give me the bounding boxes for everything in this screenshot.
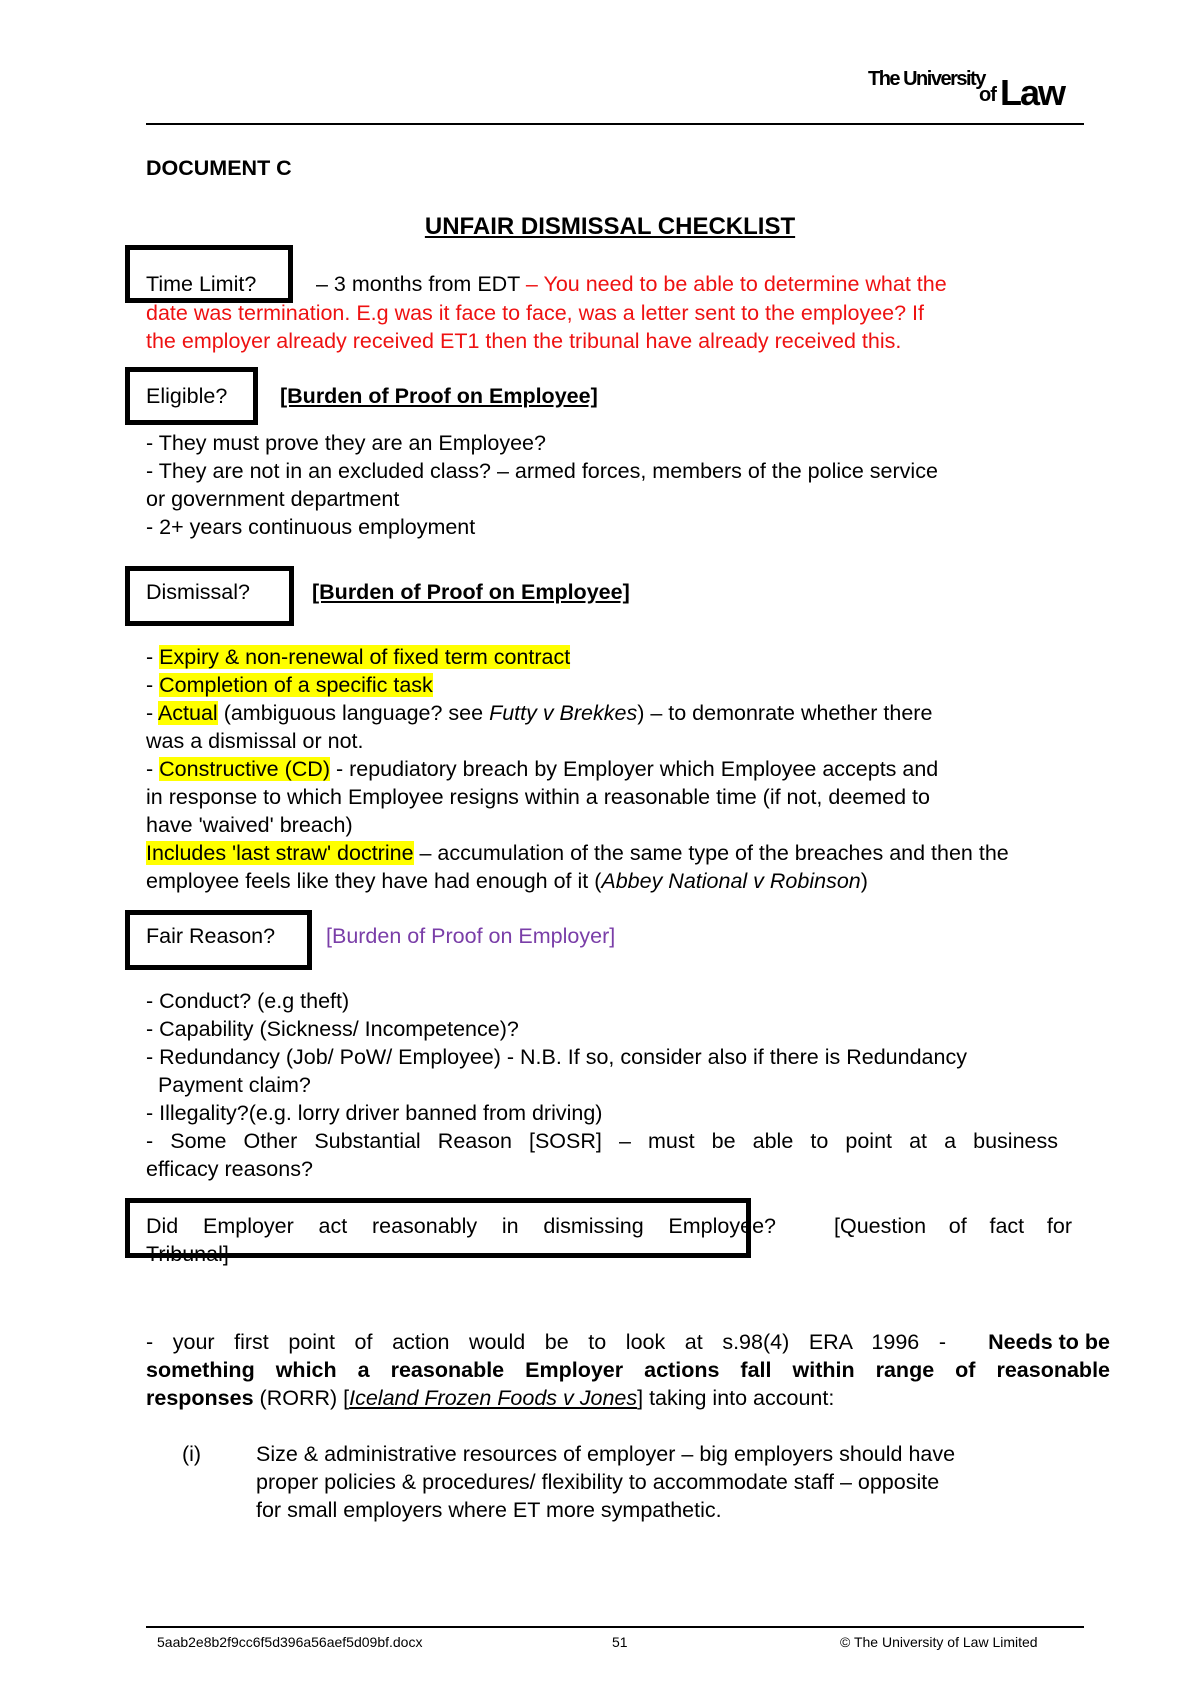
time-limit-period: – 3 months from EDT: [316, 272, 520, 296]
reasonable-paragraph-line-3: [146, 1384, 834, 1412]
time-limit-note-line-2: date was termination. E.g was it face to face, was a letter sent to the employee? If: [146, 301, 924, 325]
dismissal-expiry: - Expiry & non-renewal of fixed term contract: [146, 645, 571, 669]
fair-reason-item-2: - Capability (Sickness/ Incompetence)?: [146, 1017, 519, 1041]
reasonable-paragraph-line-1: [146, 1328, 1110, 1356]
eligible-item-2: - They are not in an excluded class? – armed forces, members of the police service: [146, 459, 938, 483]
time-limit-note-line-1: You need to be able to determine what the: [543, 272, 947, 296]
header-rule: [146, 123, 1084, 125]
dismissal-constructive: - Constructive (CD) - repudiatory breach by Employer which Employee accepts and: [146, 757, 939, 781]
dismissal-last-straw-term: Includes 'last straw' doctrine: [146, 841, 414, 865]
dismissal-last-straw-rest: – accumulation of the same type of the breaches and then the: [413, 841, 1009, 865]
eligible-label: Eligible?: [146, 384, 228, 408]
reasonable-p3-case: Iceland Frozen Foods v Jones: [349, 1386, 638, 1410]
eligible-item-3: or government department: [146, 487, 400, 511]
dismissal-constructive-line-2: in response to which Employee resigns within a reasonable time (if not, deemed to: [146, 785, 930, 809]
dismissal-last-straw-case: Abbey National v Robinson: [601, 869, 861, 893]
dismissal-actual: - Actual (ambiguous language? see Futty v Brekkes) – to demonrate whether there: [146, 701, 933, 725]
reasonable-question: [Question of fact for: [834, 1214, 1072, 1238]
footer-page-number: 51: [612, 1634, 628, 1650]
dismissal-completion-text: Completion of a specific task: [159, 673, 433, 697]
fair-reason-item-1: - Conduct? (e.g theft): [146, 989, 350, 1013]
footer-copyright: © The University of Law Limited: [840, 1634, 1038, 1650]
reasonable-box-label: Did Employer act reasonably in dismissing Employee?: [146, 1214, 776, 1238]
dismissal-actual-rest: (ambiguous language? see: [217, 701, 490, 725]
dismissal-actual-case: Futty v Brekkes: [489, 701, 638, 725]
reasonable-p3-text: (RORR) [: [253, 1386, 350, 1410]
reasonable-p1-text: - your first point of action would be to look at s.98(4) ERA 1996 -: [146, 1330, 946, 1354]
dismissal-completion: - Completion of a specific task: [146, 673, 433, 697]
fair-reason-label: Fair Reason?: [146, 924, 276, 948]
logo-text-of: of: [979, 84, 996, 106]
footer-rule: [146, 1626, 1084, 1628]
page-title: UNFAIR DISMISSAL CHECKLIST: [424, 213, 796, 240]
reasonable-paragraph-line-2: something which a reasonable Employer actions fall within range of reasonable: [146, 1358, 1110, 1382]
fair-reason-item-6: - Some Other Substantial Reason [SOSR] – must be able to point at a business: [146, 1129, 1058, 1153]
university-logo: [868, 68, 1078, 113]
dismissal-actual-end: ) – to demonrate whether there: [637, 701, 933, 725]
time-limit-label: Time Limit?: [146, 272, 257, 296]
list-item-line-1: Size & administrative resources of employer – big employers should have: [256, 1442, 956, 1466]
time-limit-note-line-3: the employer already received ET1 then the tribunal have already received this.: [146, 329, 902, 353]
fair-reason-item-3: - Redundancy (Job/ PoW/ Employee) - N.B. If so, consider also if there is Redundancy: [146, 1045, 967, 1069]
dismissal-last-straw: [146, 839, 1009, 867]
fair-reason-item-7: efficacy reasons?: [146, 1157, 313, 1181]
fair-reason-burden: [Burden of Proof on Employer]: [326, 924, 616, 948]
fair-reason-item-4: Payment claim?: [146, 1073, 311, 1097]
fair-reason-item-5: - Illegality?(e.g. lorry driver banned from driving): [146, 1101, 603, 1125]
time-limit-text: [316, 270, 947, 298]
dismissal-constructive-line-3: have 'waived' breach): [146, 813, 353, 837]
list-item-line-3: for small employers where ET more sympathetic.: [256, 1498, 722, 1522]
reasonable-p1-bold: Needs to be: [988, 1330, 1110, 1354]
reasonable-p3-end: ] taking into account:: [637, 1386, 835, 1410]
eligible-item-4: - 2+ years continuous employment: [146, 515, 476, 539]
dismissal-burden: [Burden of Proof on Employee]: [312, 580, 630, 604]
list-number-i: (i): [182, 1442, 202, 1466]
dismissal-last-straw-line-2-text: employee feels like they have had enough of it (: [146, 869, 602, 893]
dismissal-actual-term: Actual: [157, 701, 218, 725]
footer-filename: 5aab2e8b2f9cc6f5d396a56aef5d09bf.docx: [157, 1634, 423, 1650]
list-item-line-2: proper policies & procedures/ flexibility to accommodate staff – opposite: [256, 1470, 940, 1494]
eligible-burden: [Burden of Proof on Employee]: [280, 384, 598, 408]
logo-text-law: Law: [1000, 72, 1065, 113]
dismissal-last-straw-end: ): [860, 869, 868, 893]
dismissal-actual-line-2: was a dismissal or not.: [146, 729, 364, 753]
logo-text-the-university: The University: [868, 68, 985, 90]
dismissal-label: Dismissal?: [146, 580, 250, 604]
dismissal-constructive-rest: - repudiatory breach by Employer which Employee accepts and: [329, 757, 939, 781]
eligible-item-1: - They must prove they are an Employee?: [146, 431, 546, 455]
reasonable-question-line-2: Tribunal]: [146, 1242, 229, 1266]
time-limit-note-dash: –: [519, 272, 544, 296]
reasonable-p3-bold: responses: [146, 1386, 254, 1410]
dismissal-last-straw-line-2: [146, 867, 868, 895]
dismissal-expiry-text: Expiry & non-renewal of fixed term contract: [159, 645, 571, 669]
dismissal-constructive-term: Constructive (CD): [159, 757, 330, 781]
document-label: DOCUMENT C: [146, 156, 292, 180]
